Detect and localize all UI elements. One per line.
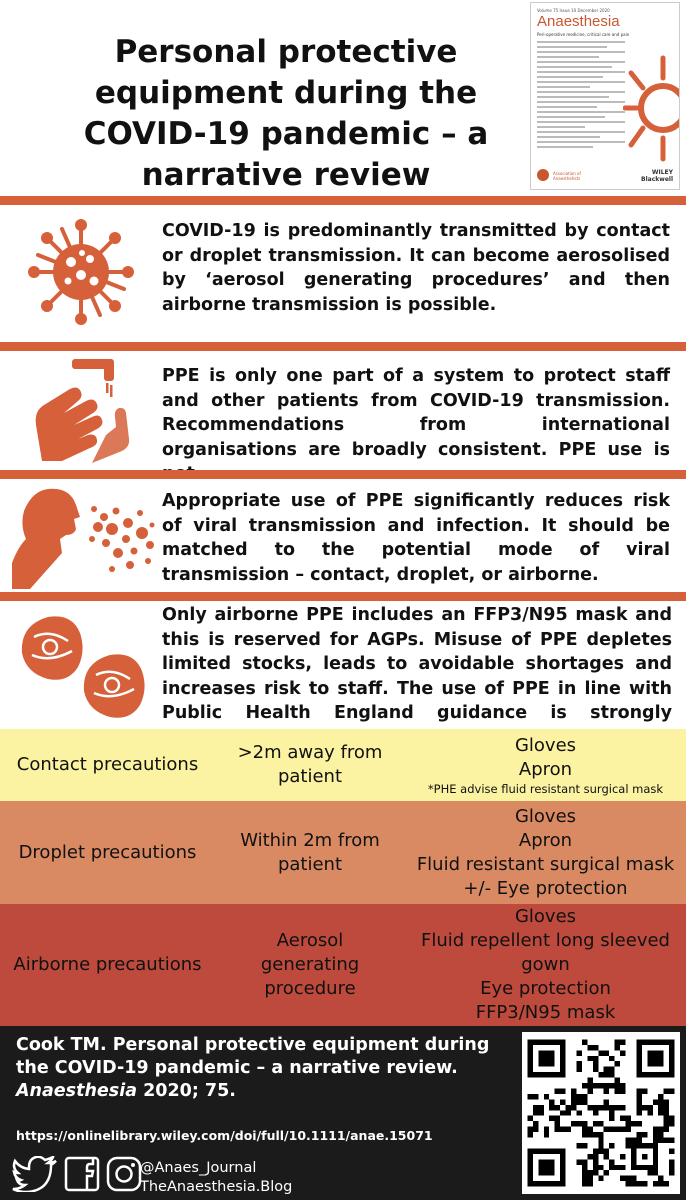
cover-association: Association of Anaesthetists: [553, 171, 581, 181]
ppe-item: Eye protection: [480, 978, 611, 999]
citation-journal: Anaesthesia: [16, 1081, 138, 1101]
precaution-distance: Aerosol generating procedure: [260, 930, 360, 999]
panel-text: Appropriate use of PPE significantly reduces risk of viral transmission and infection. It should be matched to the potential mode of viral transmission – contact, droplet, or airborne.: [162, 491, 670, 585]
header: [0, 0, 686, 192]
respirator-mask-icon: [14, 611, 154, 723]
cover-burst-graphic: [623, 53, 680, 163]
ppe-item: FFP3/N95 mask: [475, 1002, 616, 1023]
cover-topline: Volume 75 Issue 10 December 2020: [537, 8, 610, 13]
divider: [0, 470, 686, 479]
cover-journal-name: Anaesthesia: [537, 13, 620, 30]
precaution-ppe-list: [405, 729, 686, 801]
ppe-item: Apron: [518, 759, 573, 780]
ppe-item: Apron: [518, 829, 573, 851]
social-handles: [140, 1159, 292, 1197]
precaution-distance: >2m away from patient: [237, 742, 383, 787]
cover-publisher: WILEY Blackwell: [641, 169, 673, 183]
citation-lead: Cook TM. Personal protective equipment during the COVID-19 pandemic – a narrative review.: [16, 1035, 490, 1078]
qr-code-icon: [522, 1032, 680, 1194]
ppe-footnote: *PHE advise fluid resistant surgical mask: [427, 782, 664, 796]
info-panel-airborne: [0, 601, 686, 729]
citation: [16, 1034, 500, 1103]
panel-text: PPE is only one part of a system to protect staff and other patients from COVID-19 transmission. Recommendations from international organisations are broadly consistent. PPE use is: [162, 366, 670, 460]
precaution-name: Contact precautions: [16, 754, 199, 775]
ppe-item: Gloves: [514, 906, 577, 927]
info-panel-appropriate-use: [0, 479, 686, 592]
facebook-icon[interactable]: [64, 1156, 100, 1192]
handwashing-icon: [26, 355, 136, 467]
divider: [0, 592, 686, 601]
divider: [0, 342, 686, 351]
panel-text: COVID-19 is predominantly transmitted by contact or droplet transmission. It can become aerosolised by ‘aerosol generating procedures’ and then airborne transmission is possible.: [162, 221, 670, 315]
ppe-precautions-table: [0, 729, 686, 1026]
precaution-name: Droplet precautions: [18, 841, 197, 863]
citation-tail: 2020; 75.: [143, 1081, 236, 1101]
blog-link[interactable]: TheAnaesthesia.Blog: [140, 1179, 293, 1195]
ppe-item: Fluid repellent long sleeved gown: [420, 930, 670, 975]
virus-icon: [22, 215, 140, 329]
association-logo: [537, 169, 549, 181]
info-panel-transmission: [0, 205, 686, 342]
panel-text: Only airborne PPE includes an FFP3/N95 mask and this is reserved for AGPs. Misuse of PPE depletes limited stocks, leads to avoidable shortages and increases risk to staff. The use of PPE in line with Public Health England guidance is strongly: [162, 605, 672, 723]
sneezing-person-icon: [8, 483, 158, 589]
table-row-droplet: [0, 801, 686, 904]
divider: [0, 196, 686, 205]
precaution-ppe-list: [405, 904, 686, 1026]
precaution-name: Airborne precautions: [13, 954, 202, 975]
page-title: Personal protective equipment during the COVID-19 pandemic – a narrative review: [83, 34, 489, 193]
journal-cover-image: [530, 2, 680, 190]
cover-contents-lines: [537, 41, 625, 151]
info-panel-system: [0, 351, 686, 470]
twitter-handle[interactable]: @Anaes_Journal: [140, 1160, 257, 1176]
article-link[interactable]: https://onlinelibrary.wiley.com/doi/full/10.1111/anae.15071: [16, 1128, 433, 1143]
footer: [0, 1026, 686, 1200]
precaution-ppe-list: [405, 801, 686, 904]
instagram-icon[interactable]: [106, 1156, 142, 1192]
twitter-icon[interactable]: [12, 1156, 58, 1192]
cover-subtitle: Peri-operative medicine, critical care and pain: [537, 32, 630, 37]
table-row-contact: [0, 729, 686, 801]
ppe-item: +/- Eye protection: [463, 877, 628, 899]
ppe-item: Gloves: [514, 805, 577, 827]
ppe-item: Fluid resistant surgical mask: [416, 853, 675, 875]
precaution-distance: Within 2m from patient: [240, 829, 380, 875]
table-row-airborne: [0, 904, 686, 1026]
ppe-item: Gloves: [514, 735, 577, 756]
